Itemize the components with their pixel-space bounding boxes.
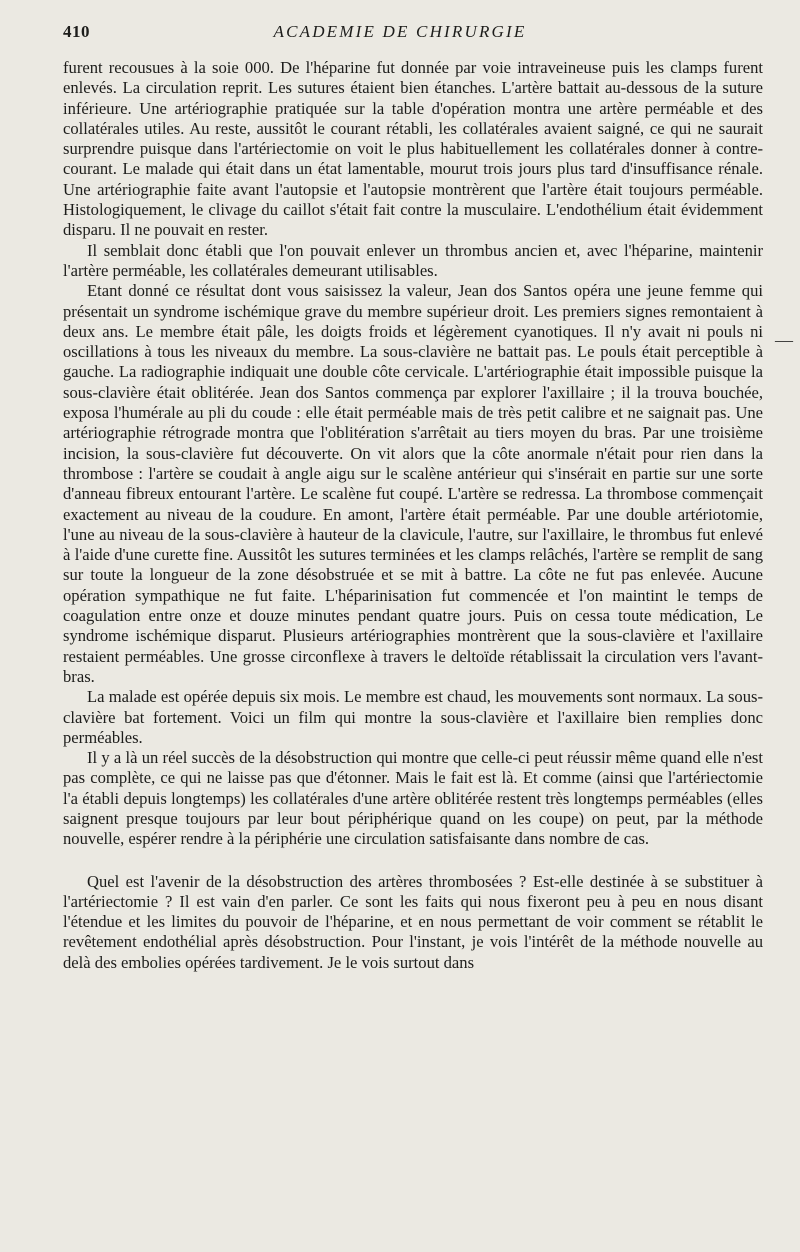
body-text: [63, 58, 763, 973]
paragraph: Il y a là un réel succès de la désobstruction qui montre que celle-ci peut réussir même quand elle n'est pas complète, ce qui ne laisse pas que d'étonner. Mais le fait est là. Et comme (ainsi que l'artériectomie l'a établi depuis longtemps) les collatérales d'une artère oblitérée restent très longtemps perméables (elles saignent presque toujours par leur bout périphérique quand on les coupe) on peut, par la méthode nouvelle, espérer rendre à la périphérie une circulation satisfaisante dans nombre de cas.: [63, 748, 763, 849]
paragraph: Etant donné ce résultat dont vous saisissez la valeur, Jean dos Santos opéra une jeune femme qui présentait un syndrome ischémique grave du membre supérieur droit. Les premiers signes remontaient à deux ans. Le membre était pâle, les doigts froids et légèrement cyanotiques. Il n'y avait ni pouls ni oscillations à tous les niveaux du membre. La sous-clavière ne battait pas. Le pouls était perceptible à gauche. La radiographie indiquait une double côte cervicale. L'artériographie était impossible puisque la sous-clavière était oblitérée. Jean dos Santos commença par explorer l'axillaire ; il la trouva bouchée, exposa l'humérale au pli du coude : elle était perméable mais de très petit calibre et ne saignait pas. Une artériographie rétrograde montra que l'oblitération s'arrêtait au tiers moyen du bras. Par une troisième incision, la sous-clavière fut découverte. On vit alors que la côte anormale n'était pour rien dans la thrombose : l'artère se coudait à angle aigu sur le scalène antérieur qui s'insérait en partie sur une sorte d'anneau fibreux entourant l'artère. Le scalène fut coupé. L'artère se redressa. La thrombose commençait exactement au niveau de la coudure. En amont, l'artère était perméable. Par une double artériotomie, l'une au niveau de la sous-clavière à hauteur de la clavicule, l'autre, sur l'axillaire, le thrombus fut enlevé à l'aide d'une curette fine. Aussitôt les sutures terminées et les clamps relâchés, l'artère se remplit de sang sur toute la longueur de la zone désobstruée et se mit à battre. La côte ne fut pas enlevée. Aucune opération sympathique ne fut faite. L'héparinisation fut commencée et l'on maintint le temps de coagulation entre onze et douze minutes pendant quatre jours. Puis on cessa toute médication, Le syndrome ischémique disparut. Plusieurs artériographies montrèrent que la sous-clavière et l'axillaire restaient perméables. Une grosse circonflexe à travers le deltoïde rétablissait la circulation vers l'avant-bras.: [63, 281, 763, 686]
page-number: 410: [63, 22, 90, 41]
running-title: ACADEMIE DE CHIRURGIE: [273, 22, 527, 41]
paragraph: La malade est opérée depuis six mois. Le membre est chaud, les mouvements sont normaux. La sous-clavière bat fortement. Voici un film qui montre la sous-clavière et l'axillaire bien remplies donc perméables.: [63, 687, 763, 747]
paragraph: Il semblait donc établi que l'on pouvait enlever un thrombus ancien et, avec l'héparine, maintenir l'artère perméable, les collatérales demeurant utilisables.: [63, 240, 763, 280]
margin-mark: —: [775, 330, 793, 350]
paragraph: Quel est l'avenir de la désobstruction des artères thrombosées ? Est-elle destinée à se substituer à l'artériectomie ? Il est vain d'en parler. Ce sont les faits qui nous fixeront peu à peu en nous disant l'étendue et les limites du pouvoir de l'héparine, et en nous permettant de voir comment se rétablit le revêtement endothélial après désobstruction. Pour l'instant, je vois l'intérêt de la méthode nouvelle au delà des embolies opérées tardivement. Je le vois surtout dans: [63, 871, 763, 972]
page-header: [0, 18, 800, 48]
paragraph: furent recousues à la soie 000. De l'héparine fut donnée par voie intraveineuse puis les clamps furent enlevés. La circulation reprit. Les sutures étaient bien étanches. L'artère battait au-dessous de la suture inférieure. Une artériographie pratiquée sur la table d'opération montra une artère perméable et des collatérales utiles. Au reste, aussitôt le courant rétabli, les collatérales avaient saigné, ce qui ne saurait surprendre puisque dans l'artériectomie on voit le plus habituellement les collatérales donner à contre-courant. Le malade qui était dans un état lamentable, mourut trois jours plus tard d'insuffisance rénale. Une artériographie faite avant l'autopsie et l'autopsie montrèrent que l'artère était toujours perméable. Histologiquement, le clivage du caillot s'était fait contre la musculaire. L'endothélium était évidemment disparu. Il ne pouvait en rester.: [63, 58, 763, 240]
